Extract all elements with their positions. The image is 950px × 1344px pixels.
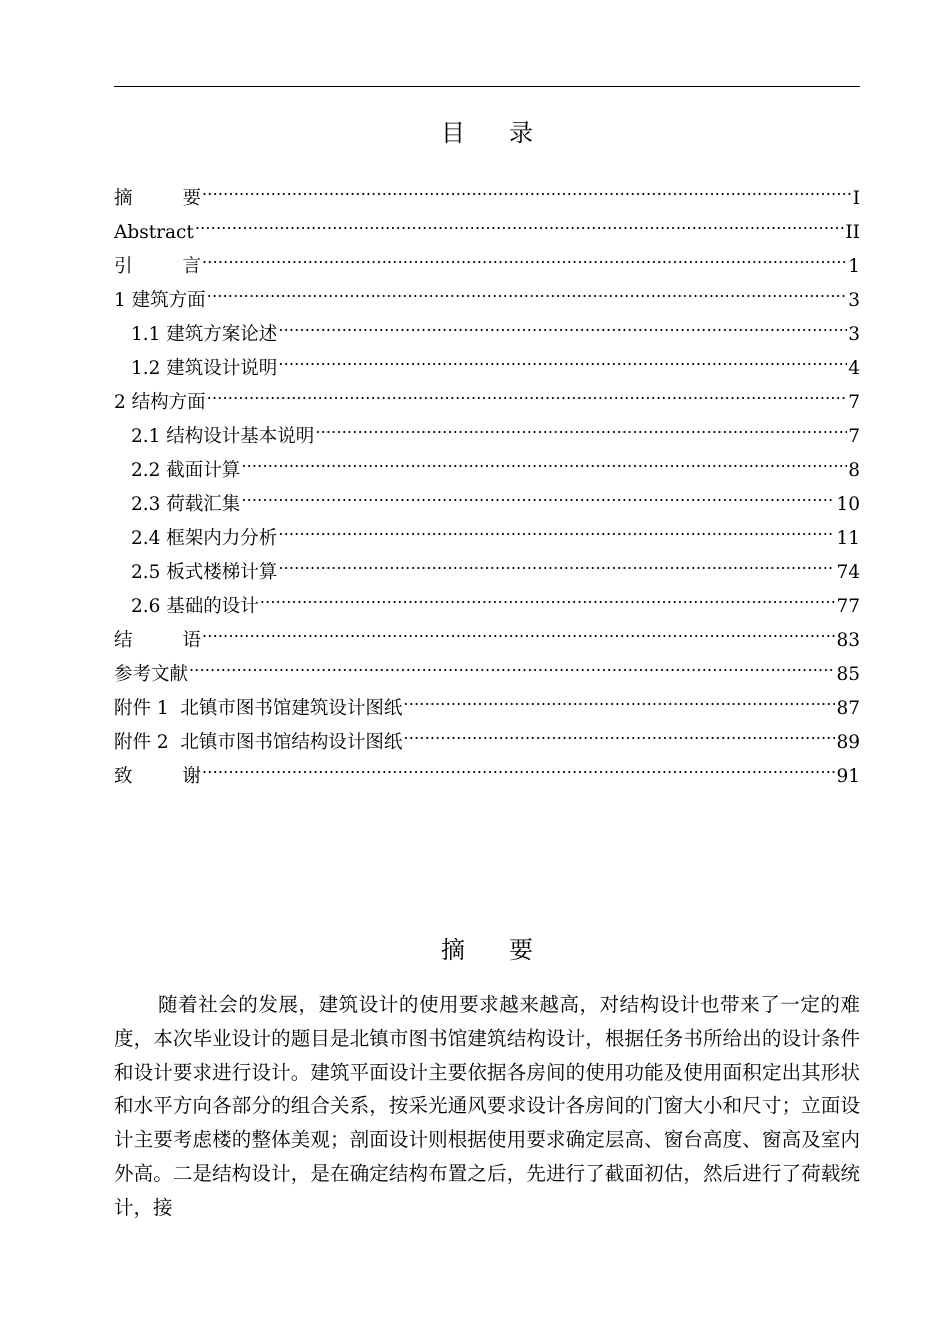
toc-dot-leader (207, 374, 848, 408)
toc-dot-leader (207, 272, 848, 306)
toc-entry[interactable] (114, 680, 860, 719)
toc-page-number: 7 (848, 392, 860, 413)
toc-entry-label: 2.5 板式楼梯计算 (131, 562, 278, 583)
toc-dot-leader (278, 510, 835, 544)
toc-page-number: 3 (848, 324, 860, 345)
toc-entry-label: 2.4 框架内力分析 (131, 528, 278, 549)
toc-page-number: 10 (836, 494, 860, 515)
abstract-title: 摘要 (441, 936, 577, 964)
toc-dot-leader (315, 408, 847, 442)
toc-dot-leader (202, 170, 852, 204)
toc-dot-leader (241, 476, 835, 510)
toc-page-number: 74 (836, 562, 860, 583)
toc-entry-label: 1.1 建筑方案论述 (131, 324, 278, 345)
toc-dot-leader (202, 748, 835, 782)
toc-dot-leader (241, 442, 847, 476)
toc-entry-label: 2.2 截面计算 (131, 460, 241, 481)
toc-dot-leader (278, 306, 847, 340)
toc-dot-leader (189, 646, 835, 680)
toc-page-number: 3 (848, 290, 860, 311)
toc-title: 目录 (441, 119, 577, 147)
toc-entry-label: 2.3 荷载汇集 (131, 494, 241, 515)
toc-entry[interactable] (114, 748, 860, 787)
toc-entry-label: 2.1 结构设计基本说明 (131, 426, 315, 447)
table-of-contents (114, 170, 860, 787)
toc-entry[interactable] (114, 646, 860, 685)
toc-entry-label: 参考文献 (114, 664, 189, 685)
toc-entry-label: 2 结构方面 (114, 392, 206, 413)
toc-page-number: 11 (836, 528, 860, 549)
toc-entry-label: 致谢 (114, 766, 252, 787)
toc-entry-label: 附件 1 北镇市图书馆建筑设计图纸 (114, 698, 403, 719)
toc-entry[interactable] (114, 272, 860, 311)
abstract-body: 随着社会的发展，建筑设计的使用要求越来越高，对结构设计也带来了一定的难度，本次毕业设计的题目是北镇市图书馆建筑结构设计，根据任务书所给出的设计条件和设计要求进行设计。建筑平面设计主要依据各房间的使用功能及使用面积定出其形状和水平方向各部分的组合关系，按采光通风要求设计各房间的门窗大小和尺寸；立面设计主要考虑楼的整体美观；剖面设计则根据使用要求确定层高、窗台高度、窗高及室内外高。二是结构设计，是在确定结构布置之后，先进行了截面初估，然后进行了荷载统计，接 (114, 993, 860, 1219)
toc-entry-label: 1 建筑方面 (114, 290, 206, 311)
toc-page-number: 7 (848, 426, 860, 447)
toc-dot-leader (278, 544, 835, 578)
toc-entry-label: 引言 (114, 256, 252, 277)
toc-entry[interactable] (114, 170, 860, 209)
toc-entry[interactable] (114, 408, 860, 447)
toc-entry[interactable] (114, 204, 860, 243)
toc-page-number: 87 (836, 698, 860, 719)
toc-page-number: 89 (836, 732, 860, 753)
toc-entry[interactable] (114, 238, 860, 277)
toc-entry-label: 摘要 (114, 188, 252, 209)
toc-entry-label: 结语 (114, 630, 252, 651)
toc-entry-label: Abstract (114, 222, 194, 243)
toc-dot-leader (195, 204, 845, 238)
toc-entry[interactable] (114, 612, 860, 651)
toc-entry-label: 1.2 建筑设计说明 (131, 358, 278, 379)
toc-entry-label: 附件 2 北镇市图书馆结构设计图纸 (114, 732, 403, 753)
toc-entry-label: 2.6 基础的设计 (131, 596, 259, 617)
toc-page-number: 91 (836, 766, 860, 787)
toc-dot-leader (278, 340, 847, 374)
toc-dot-leader (260, 578, 836, 612)
toc-page-number: II (845, 222, 860, 243)
toc-page-number: 8 (848, 460, 860, 481)
toc-page-number: 85 (836, 664, 860, 685)
toc-dot-leader (202, 612, 835, 646)
toc-dot-leader (403, 680, 835, 714)
toc-dot-leader (403, 714, 835, 748)
toc-page-number: 1 (848, 256, 860, 277)
toc-entry[interactable] (114, 306, 860, 345)
toc-page-number: 83 (836, 630, 860, 651)
toc-page-number: 77 (836, 596, 860, 617)
toc-entry[interactable] (114, 374, 860, 413)
toc-dot-leader (202, 238, 847, 272)
toc-page-number: I (852, 188, 860, 209)
toc-page-number: 4 (848, 358, 860, 379)
header-rule (114, 86, 860, 87)
